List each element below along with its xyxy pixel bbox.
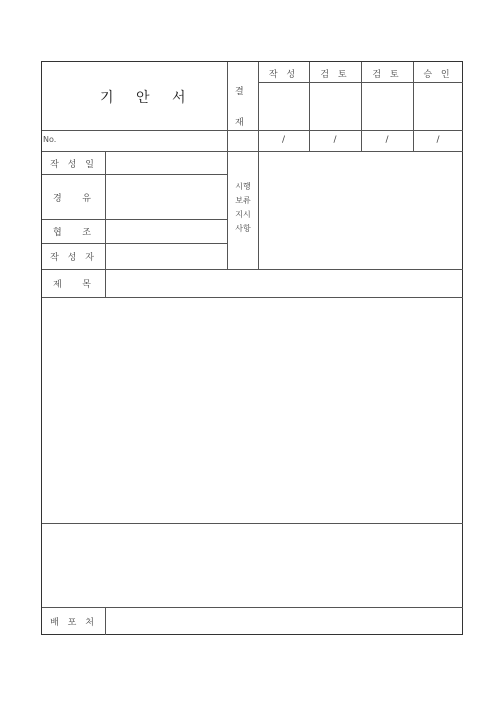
approval-label-bottom: 재 [235,118,244,128]
action-label-hold: 보류 [235,196,251,205]
date-slash-review-1: / [333,135,337,145]
approval-col-review-2: 검 토 [372,70,402,80]
reason-label: 경 유 [53,194,94,204]
date-slash-writer: / [281,135,286,145]
approval-col-approve: 승 인 [423,70,453,80]
reason-field[interactable] [106,175,227,219]
body-content-area[interactable] [42,298,463,523]
action-notes-field[interactable] [259,152,463,269]
approval-col-review-1: 검 토 [320,70,350,80]
no-row-top [42,130,463,131]
date-field[interactable] [106,152,227,174]
approval-box-writer[interactable] [259,83,309,130]
approval-label-top: 결 [235,87,244,97]
date-label: 작 성 일 [50,160,97,170]
no-label: No. [43,135,57,144]
subject-label: 제 목 [53,280,94,290]
title-right-divider [227,62,228,269]
subject-field[interactable] [106,270,463,297]
cooperation-label: 협 조 [53,228,94,238]
approval-col-writer: 작 성 [268,70,299,80]
notes-area[interactable] [42,524,463,607]
draft-document-form [41,61,463,635]
date-slash-review-2: / [385,135,389,145]
distribution-label: 배 포 처 [50,618,97,628]
author-field[interactable] [106,244,227,269]
action-label-execute: 시행 [235,182,251,191]
date-slash-approve: / [436,135,440,145]
form-title: 기 안 서 [100,90,195,106]
distribution-field[interactable] [106,608,463,635]
cooperation-field[interactable] [106,220,227,243]
action-labels [228,180,258,236]
action-label-instruct: 지시 [235,210,251,219]
approval-box-review-2[interactable] [362,83,413,130]
action-label-matters: 사항 [235,224,251,233]
approval-box-approve[interactable] [414,83,463,130]
approval-box-review-1[interactable] [310,83,361,130]
author-label: 작 성 자 [50,253,97,263]
